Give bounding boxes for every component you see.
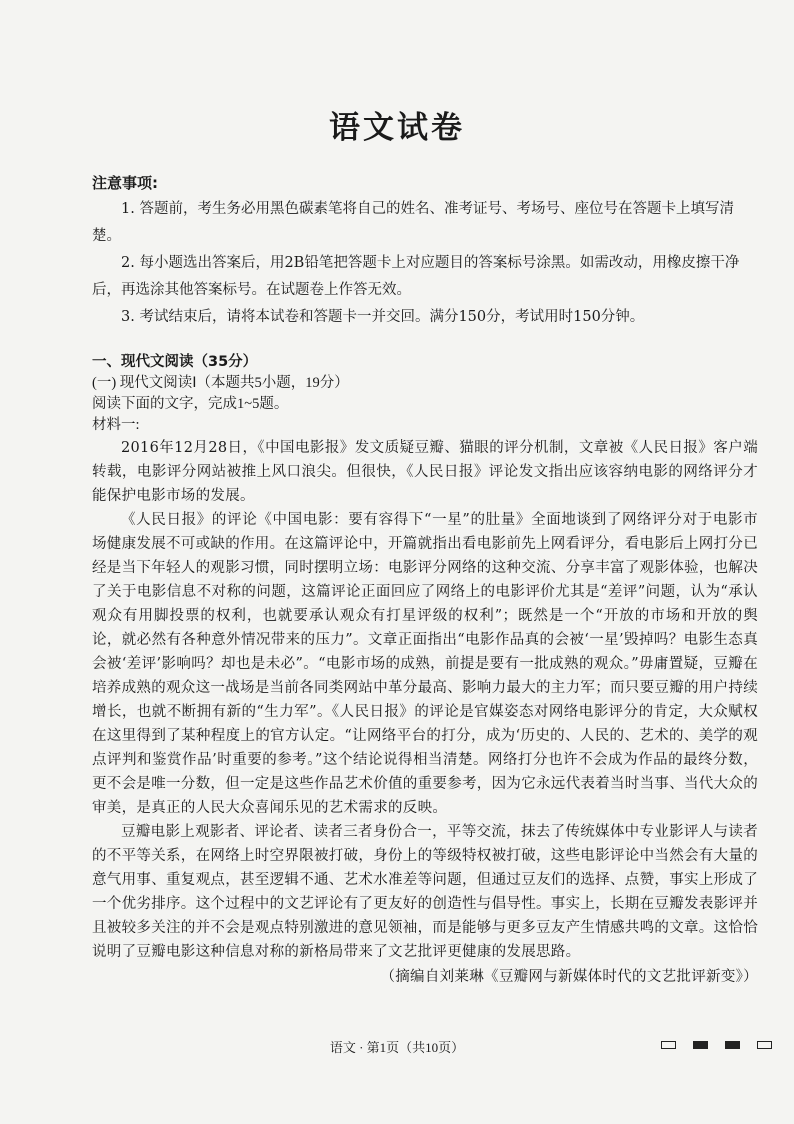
mark-filled-icon	[693, 1041, 708, 1049]
article-paragraph: 2016年12月28日，《中国电影报》发文质疑豆瓣、猫眼的评分机制，文章被《人民日报》客户端转载，电影评分网站被推上风口浪尖。但很快，《人民日报》评论发文指出应该容纳电影的网络评分才能保护电影市场的发展。	[92, 440, 758, 504]
source-citation: （摘编自刘莱琳《豆瓣网与新媒体时代的文艺批评新变》）	[380, 969, 758, 985]
sub-heading: (一) 现代文阅读Ⅰ（本题共5小题，19分）	[92, 375, 349, 391]
page-title: 语文试卷	[329, 110, 465, 146]
section-heading: 一、现代文阅读（35分）	[92, 354, 258, 370]
article-paragraph: 《人民日报》的评论《中国电影：要有容得下“一星”的肚量》全面地谈到了网络评分对于电影市场健康发展不可或缺的作用。在这篇评论中，开篇就指出看电影前先上网看评分，看电影后上网打分已经是当下年轻人的观影习惯，同时摆明立场：电影评分网络的这种交流、分享丰富了观影体验，也解决了关于电影信息不对称的问题，这篇评论正面回应了网络上的电影评价尤其是“差评”问题，认为“承认观众有用脚投票的权利，也就要承认观众有打星评级的权利”；既然是一个“开放的市场和开放的舆论，就必然有各种意外情况带来的压力”。文章正面指出“电影作品真的会被‘一星’毁掉吗？电影生态真会被‘差评’影响吗？却也是未必”。“电影市场的成熟，前提是要有一批成熟的观众。”毋庸置疑，豆瓣在培养成熟的观众这一战场是当前各同类网站中革分最高、影响力最大的主力军；而只要豆瓣的用户持续增长，也就不断拥有新的“生力军”。《人民日报》的评论是官媒姿态对网络电影评分的肯定，大众赋权在这里得到了某种程度上的官方认定。“让网络平台的打分，成为‘历史的、人民的、艺术的、美学的观点评判和鉴赏作品’时重要的参考。”这个结论说得相当清楚。网络打分也许不会成为作品的最终分数，更不会是唯一分数，但一定是这些作品艺术价值的重要参考，因为它永远代表着当时当事、当代大众的审美，是真正的人民大众喜闻乐见的艺术需求的反映。	[92, 512, 758, 816]
mark-filled-icon	[725, 1041, 740, 1049]
mark-empty-icon	[661, 1041, 676, 1049]
instruction: 阅读下面的文字，完成1~5题。	[92, 396, 289, 412]
mark-empty-icon	[757, 1041, 772, 1049]
reading-section	[92, 352, 758, 989]
article	[92, 436, 758, 989]
notes-heading: 注意事项:	[92, 174, 158, 192]
note-item: 1. 答题前，考生务必用黑色碳素笔将自己的姓名、准考证号、考场号、座位号在答题卡上填写清楚。	[92, 201, 734, 244]
note-item: 3. 考试结束后，请将本试卷和答题卡一并交回。满分150分，考试用时150分钟。	[121, 309, 645, 325]
note-item: 2. 每小题选出答案后，用2B铅笔把答题卡上对应题目的答案标号涂黑。如需改动，用橡皮擦干净后，再选涂其他答案标号。在试题卷上作答无效。	[92, 255, 740, 298]
corner-marks	[661, 1041, 772, 1049]
page-footer: 语文 · 第1页（共10页）	[329, 1040, 465, 1055]
notes-list	[92, 196, 758, 331]
article-paragraph: 豆瓣电影上观影者、评论者、读者三者身份合一，平等交流，抹去了传统媒体中专业影评人与读者的不平等关系，在网络上时空界限被打破，身份上的等级特权被打破，这些电影评论中当然会有大量的意气用事、重复观点，甚至逻辑不通、艺术水准差等问题，但通过豆友们的选择、点赞，事实上形成了一个优劣排序。这个过程中的文艺评论有了更友好的创造性与倡导性。事实上，长期在豆瓣发表影评并且被较多关注的并不会是观点特别激进的意见领袖，而是能够与更多豆友产生情感共鸣的文章。这恰恰说明了豆瓣电影这种信息对称的新格局带来了文艺批评更健康的发展思路。	[92, 824, 758, 960]
material-label: 材料一:	[92, 417, 140, 433]
